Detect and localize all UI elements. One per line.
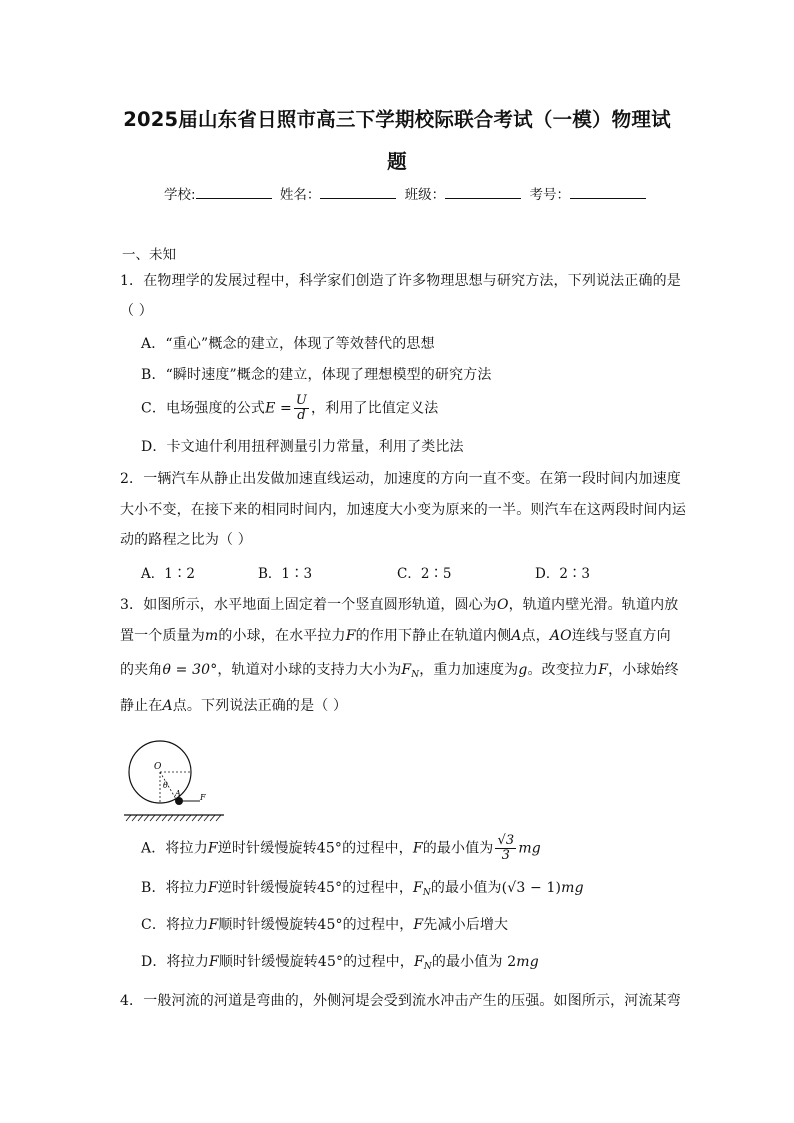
q4-stem-line-1: 4．一般河流的河道是弯曲的，外侧河堤会受到流水冲击产生的压强。如图所示，河流某弯: [120, 993, 681, 1009]
label-f: F: [200, 793, 206, 802]
q1-formula-lhs: E =: [265, 400, 292, 417]
student-info-row: [164, 183, 650, 203]
page-title-line-2: 题: [387, 150, 407, 173]
q2-option-c: C．2∶5: [397, 566, 452, 582]
circular-track-diagram: [120, 726, 230, 826]
q3-stem-line-3: 的夹角θ = 30°，轨道对小球的支持力大小为$F_N$，重力加速度为g。改变拉力F，小球始终: [120, 662, 679, 680]
q1-option-d: D．卡文迪什利用扭秤测量引力常量，利用了类比法: [141, 439, 464, 455]
q2-option-b: B．1∶3: [258, 566, 313, 582]
q3-stem-line-2: 置一个质量为m的小球，在水平拉力F的作用下静止在轨道内侧A点，AO连线与竖直方向: [120, 628, 671, 644]
label-a: A: [175, 789, 181, 798]
exam-number-label: 考号：: [529, 187, 570, 203]
q2-stem-line-2: 大小不变，在接下来的相同时间内，加速度大小变为原来的一半。则汽车在这两段时间内运: [120, 502, 686, 518]
q2-stem-line-1: 2．一辆汽车从静止出发做加速直线运动，加速度的方向一直不变。在第一段时间内加速度: [120, 471, 681, 487]
school-field[interactable]: [196, 186, 272, 199]
q3-option-b: B．将拉力F逆时针缓慢旋转45°的过程中，$F_N$的最小值为(√3 − 1)mg: [141, 880, 584, 898]
q1-option-c-tail: ，利用了比值定义法: [311, 400, 439, 417]
q1-option-b: B．“瞬时速度”概念的建立，体现了理想模型的研究方法: [141, 367, 492, 383]
q3-stem-line-4: 静止在A点。下列说法正确的是（ ）: [120, 698, 348, 714]
q1-formula-fraction: $\frac{U}{d}$: [295, 393, 308, 423]
q3-option-a-fraction: $\frac{√3}{3}$: [497, 833, 515, 863]
exam-number-field[interactable]: [570, 186, 646, 199]
q1-option-a: A．“重心”概念的建立，体现了等效替代的思想: [141, 336, 435, 352]
q1-stem-line-2: （ ）: [120, 303, 153, 319]
q1-option-c: [141, 394, 438, 423]
q2-option-d: D．2∶3: [535, 566, 591, 582]
label-o: O: [154, 762, 162, 772]
q3-stem-line-1: 3．如图所示，水平地面上固定着一个竖直圆形轨道，圆心为O，轨道内壁光滑。轨道内放: [120, 597, 679, 613]
class-field[interactable]: [445, 186, 521, 199]
q3-option-d: D．将拉力F顺时针缓慢旋转45°的过程中，$F_N$的最小值为 2mg: [141, 954, 539, 972]
school-label: 学校:: [164, 187, 196, 203]
class-label: 班级：: [404, 187, 446, 203]
ground-hatching: [126, 815, 221, 821]
q2-stem-line-3: 动的路程之比为（ ）: [120, 532, 252, 548]
q3-option-a: A．将拉力F逆时针缓慢旋转45°的过程中，F的最小值为 $\frac{√3}{3}$ mg: [141, 833, 541, 863]
name-field[interactable]: [320, 186, 396, 199]
label-theta: θ: [163, 781, 168, 790]
q3-option-c: C．将拉力F顺时针缓慢旋转45°的过程中，F先减小后增大: [141, 917, 509, 933]
section-heading: 一、未知: [122, 247, 176, 263]
q1-option-c-text: C．电场强度的公式: [141, 400, 266, 417]
q1-stem-line-1: 1．在物理学的发展过程中，科学家们创造了许多物理思想与研究方法，下列说法正确的是: [120, 273, 681, 289]
q2-option-a: A．1∶2: [141, 566, 195, 582]
page-title-line-1: 2025届山东省日照市高三下学期校际联合考试（一模）物理试: [123, 108, 671, 131]
name-label: 姓名：: [279, 187, 321, 203]
